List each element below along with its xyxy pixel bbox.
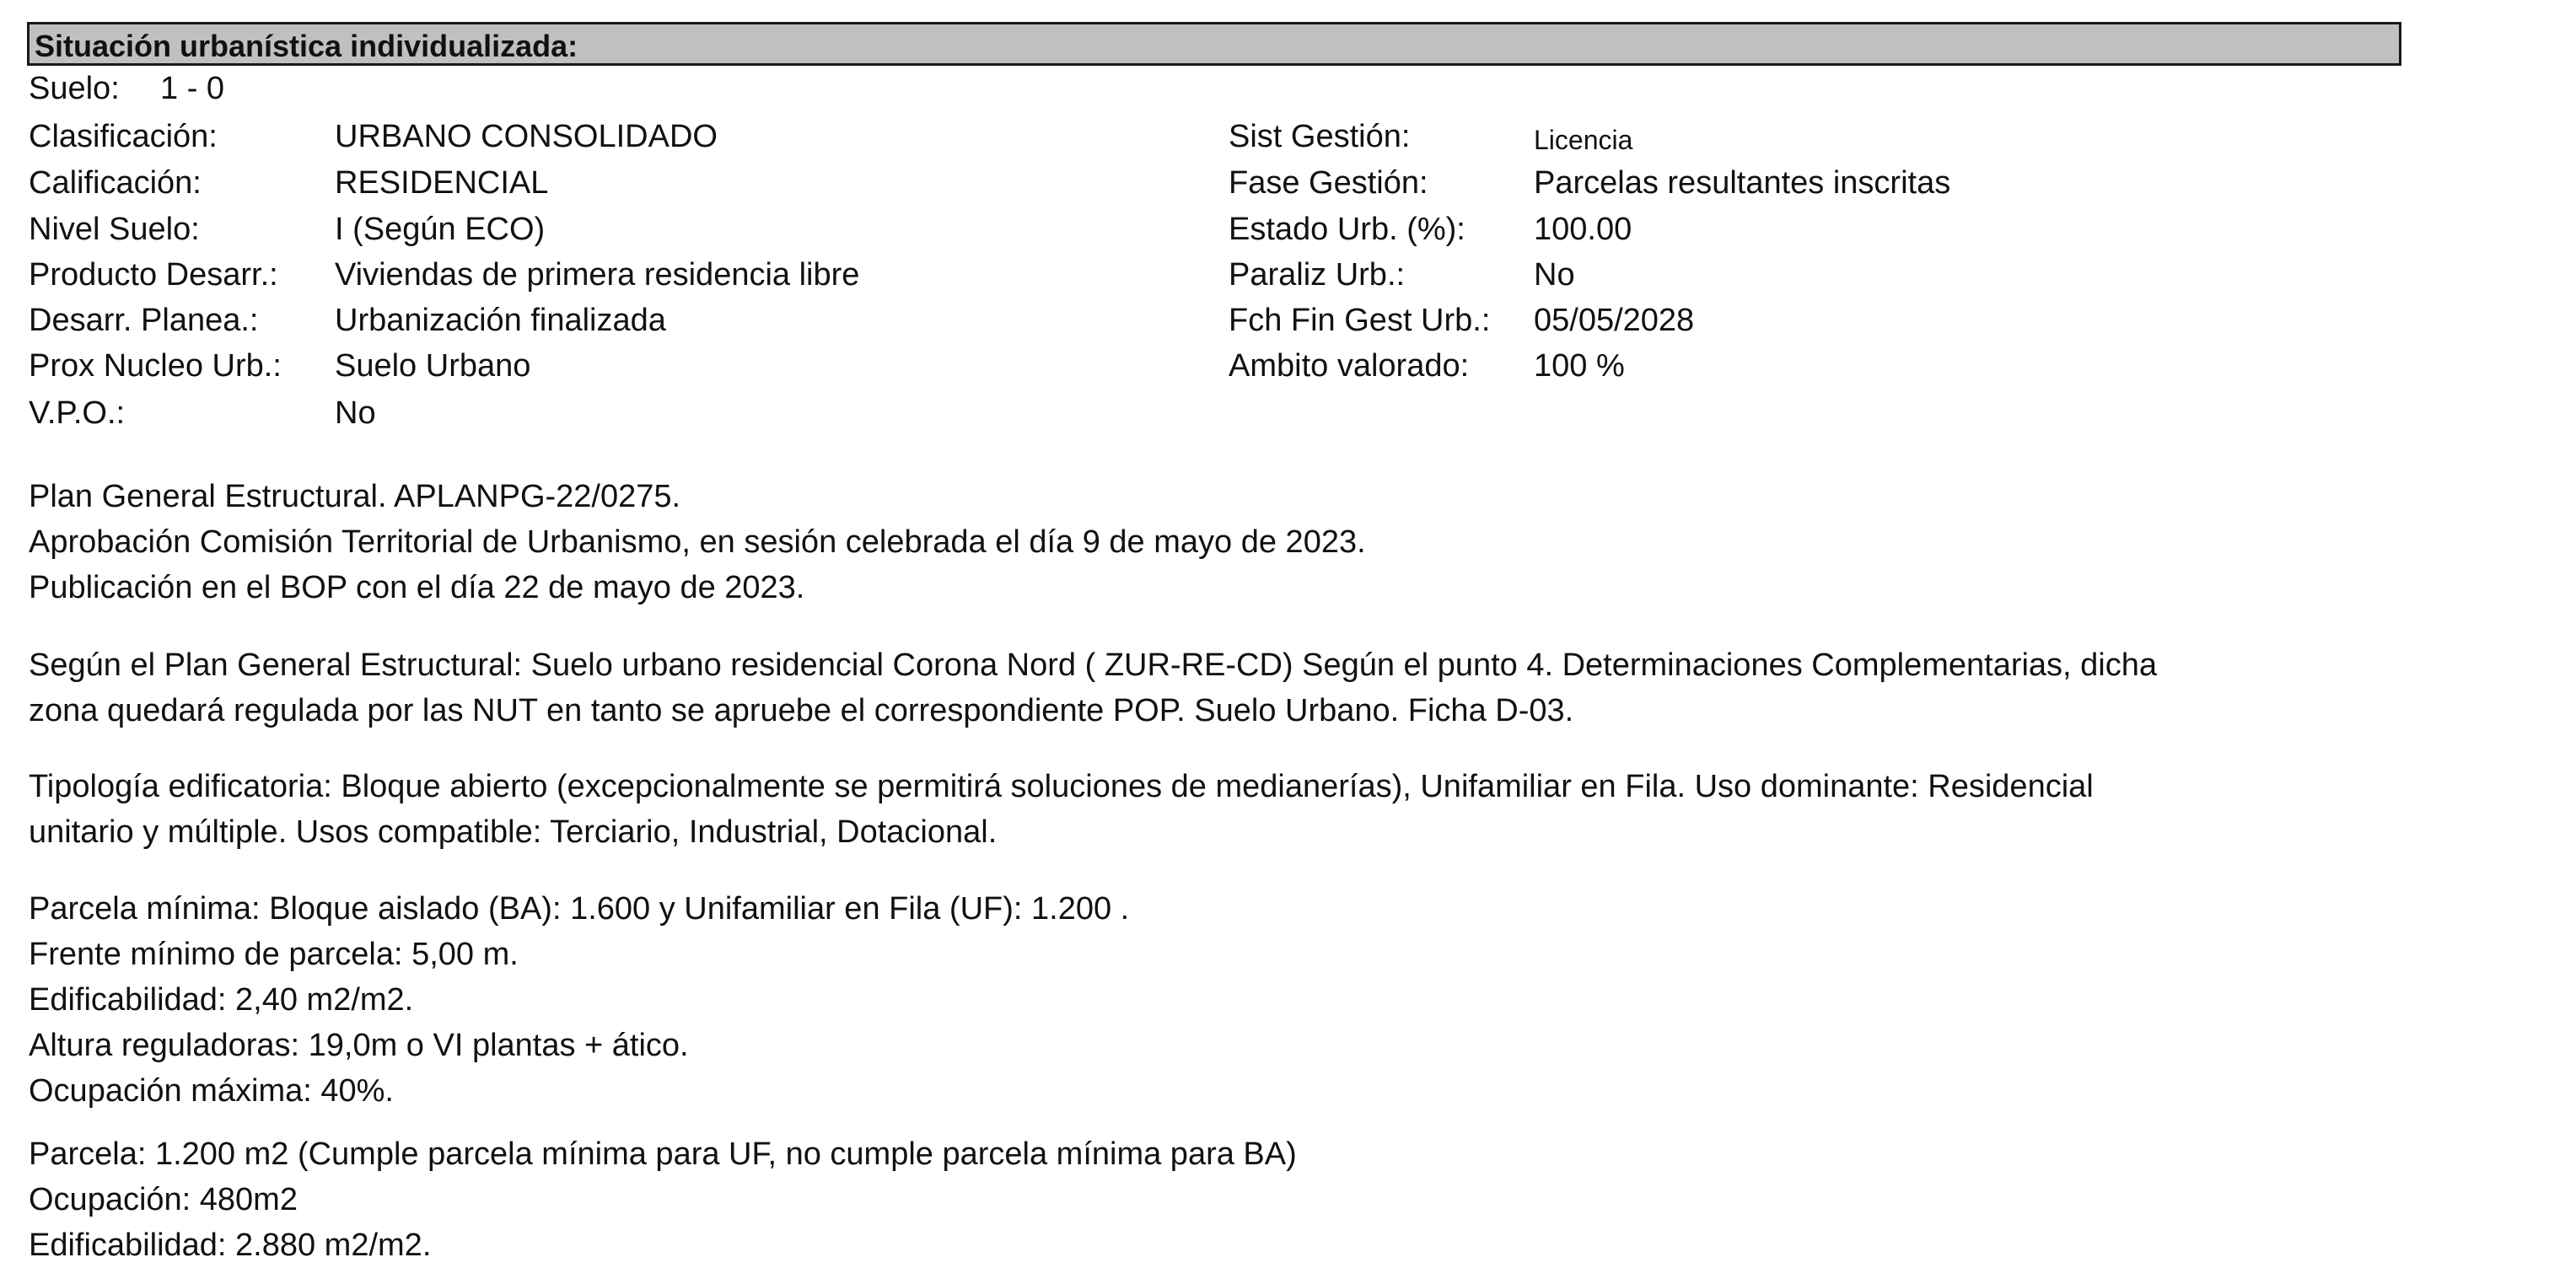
paragraph-line: unitario y múltiple. Usos compatible: Terciario, Industrial, Dotacional.: [29, 814, 998, 850]
paragraph-segun: [29, 642, 2157, 733]
section-title: Situación urbanística individualizada:: [35, 29, 578, 63]
field-value-estado-urb: 100.00: [1534, 212, 1632, 247]
field-label-ambito-valorado: Ambito valorado:: [1229, 348, 1470, 384]
field-label-paraliz-urb: Paraliz Urb.:: [1229, 257, 1406, 293]
field-value-nivel-suelo: I (Según ECO): [335, 212, 546, 247]
field-label-producto-desarr: Producto Desarr.:: [29, 257, 278, 293]
field-label-fch-fin-gest: Fch Fin Gest Urb.:: [1229, 303, 1491, 338]
section-header: [27, 22, 2401, 66]
paragraph-line: Tipología edificatoria: Bloque abierto (excepcionalmente se permitirá soluciones de medianerías), Unifamiliar en Fila. Uso dominante: Residencial: [29, 769, 2094, 804]
paragraph-line: Publicación en el BOP con el día 22 de mayo de 2023.: [29, 570, 805, 605]
field-value-ambito-valorado: 100 %: [1534, 348, 1625, 384]
field-label-prox-nucleo: Prox Nucleo Urb.:: [29, 348, 282, 384]
paragraph-line: Aprobación Comisión Territorial de Urbanismo, en sesión celebrada el día 9 de mayo de 2023.: [29, 524, 1366, 560]
paragraph-line: Frente mínimo de parcela: 5,00 m.: [29, 937, 519, 972]
paragraph-parcela: [29, 1131, 1297, 1268]
field-value-desarr-planea: Urbanización finalizada: [335, 303, 666, 338]
paragraph-line: zona quedará regulada por las NUT en tanto se apruebe el correspondiente POP. Suelo Urbano. Ficha D-03.: [29, 693, 1574, 728]
paragraph-line: Edificabilidad: 2.880 m2/m2.: [29, 1228, 432, 1263]
field-value-sist-gestion: Licencia: [1534, 125, 1633, 155]
paragraph-line: Altura reguladoras: 19,0m o VI plantas + ático.: [29, 1028, 689, 1063]
field-label-nivel-suelo: Nivel Suelo:: [29, 212, 200, 247]
field-label-clasificacion: Clasificación:: [29, 119, 218, 154]
field-value-calificacion: RESIDENCIAL: [335, 165, 549, 201]
paragraph-line: Según el Plan General Estructural: Suelo urbano residencial Corona Nord ( ZUR-RE-CD) Según el punto 4. Determinaciones Complementarias, dicha: [29, 647, 2158, 683]
suelo-value: 1 - 0: [160, 71, 225, 106]
field-value-paraliz-urb: No: [1534, 257, 1575, 293]
paragraph-line: Ocupación máxima: 40%.: [29, 1073, 394, 1109]
paragraph-line: Plan General Estructural. APLANPG-22/0275.: [29, 479, 681, 514]
field-value-prox-nucleo: Suelo Urbano: [335, 348, 531, 384]
paragraph-plan: [29, 474, 1366, 610]
field-label-desarr-planea: Desarr. Planea.:: [29, 303, 259, 338]
field-label-calificacion: Calificación:: [29, 165, 202, 201]
field-value-fase-gestion: Parcelas resultantes inscritas: [1534, 165, 1951, 201]
paragraph-parametros: [29, 886, 1129, 1114]
field-value-fch-fin-gest: 05/05/2028: [1534, 303, 1695, 338]
field-value-producto-desarr: Viviendas de primera residencia libre: [335, 257, 860, 293]
field-value-vpo: No: [335, 395, 376, 431]
field-label-fase-gestion: Fase Gestión:: [1229, 165, 1428, 201]
field-label-sist-gestion: Sist Gestión:: [1229, 119, 1411, 154]
paragraph-line: Parcela: 1.200 m2 (Cumple parcela mínima para UF, no cumple parcela mínima para BA): [29, 1136, 1297, 1172]
paragraph-line: Parcela mínima: Bloque aislado (BA): 1.600 y Unifamiliar en Fila (UF): 1.200 .: [29, 891, 1130, 927]
suelo-label: Suelo:: [29, 71, 120, 106]
paragraph-tipologia: [29, 764, 2094, 855]
field-label-vpo: V.P.O.:: [29, 395, 126, 431]
field-value-clasificacion: URBANO CONSOLIDADO: [335, 119, 718, 154]
field-label-estado-urb: Estado Urb. (%):: [1229, 212, 1465, 247]
paragraph-line: Edificabilidad: 2,40 m2/m2.: [29, 982, 414, 1018]
paragraph-line: Ocupación: 480m2: [29, 1182, 298, 1217]
